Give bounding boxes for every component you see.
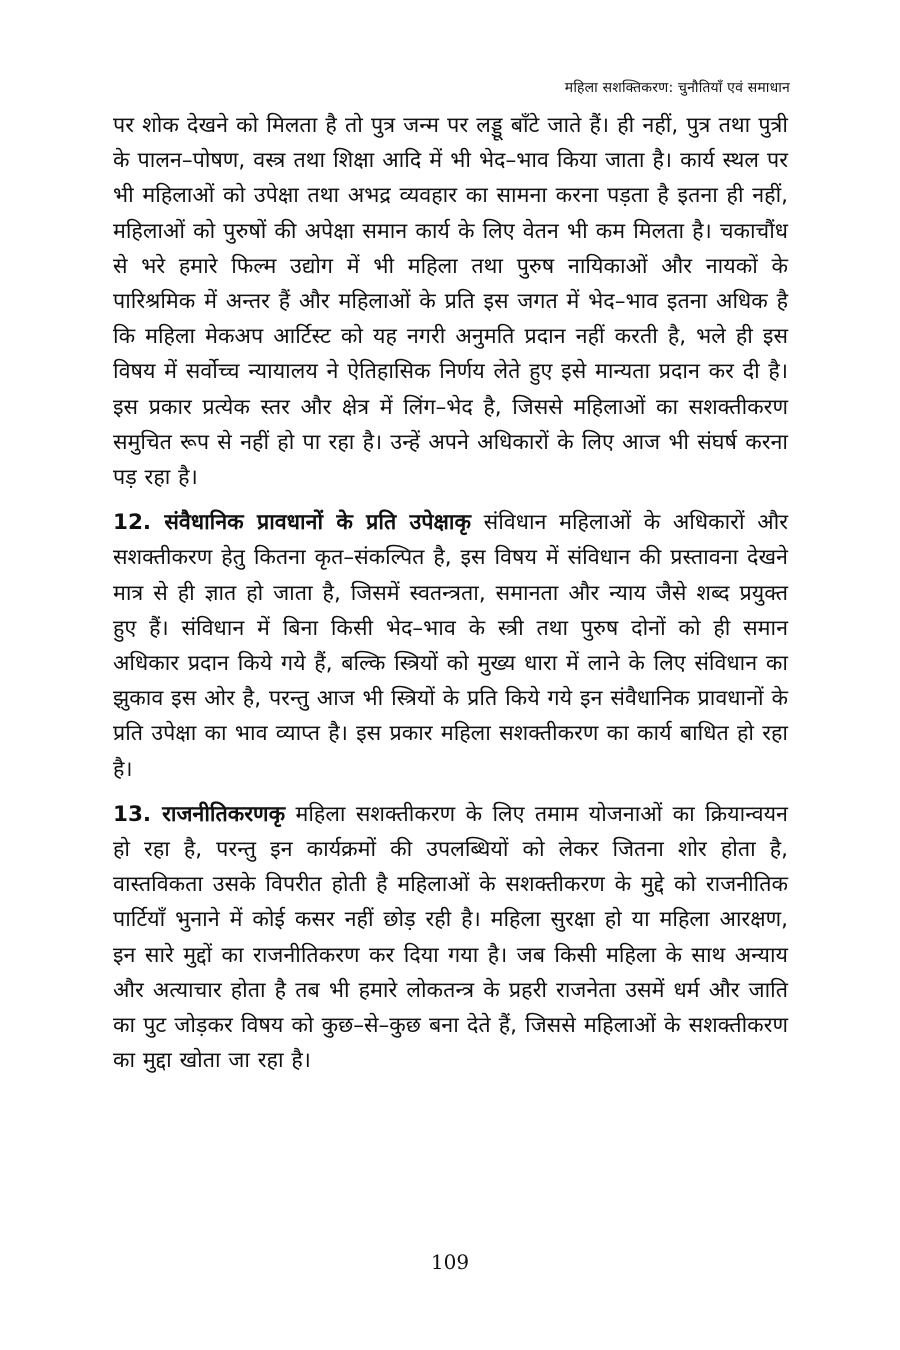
paragraph-text: संविधान महिलाओं के अधिकारों और सशक्तीकरण हेतु कितना कृत–संकल्पित है, इस विषय में संविधान की प्रस्तावना देखने मात्र से ही ज्ञात हो जाता है, जिसमें स्वतन्त्रता, समानता और न्याय जैसे शब्द प्रयुक्त हुए हैं। संविधान में बिना किसी भेद–भाव के स्त्री तथा पुरुष दोनों को ही समान अधिकार प्रदान किये गये हैं, बल्कि स्त्रियों को मुख्य धारा में लाने के लिए संविधान का झुकाव इस ओर है, परन्तु आज भी स्त्रियों के प्रति किये गये इन संवैधानिक प्रावधानों के प्रति उपेक्षा का भाव व्याप्त है। इस प्रकार महिला सशक्तीकरण का कार्य बाधित हो रहा है। xyxy=(113,510,788,782)
paragraph-text: पर शोक देखने को मिलता है तो पुत्र जन्म पर लड्डू बाँटे जाते हैं। ही नहीं, पुत्र तथा पुत्री के पालन–पोषण, वस्त्र तथा शिक्षा आदि में भी भेद–भाव किया जाता है। कार्य स्थल पर भी महिलाओं को उपेक्षा तथा अभद्र व्यवहार का सामना करना पड़ता है इतना ही नहीं, महिलाओं को पुरुषों की अपेक्षा समान कार्य के लिए वेतन भी कम मिलता है। चकाचौंध से भरे हमारे फिल्म उद्योग में भी महिला तथा पुरुष नायिकाओं और नायकों के पारिश्रमिक में अन्तर हैं और महिलाओं के प्रति इस जगत में भेद–भाव इतना अधिक है कि महिला मेकअप आर्टिस्ट को यह नगरी अनुमति प्रदान नहीं करती है, भले ही इस विषय में सर्वोच्च न्यायालय ने ऐतिहासिक निर्णय लेते हुए इसे मान्यता प्रदान कर दी है। इस प्रकार प्रत्येक स्तर और क्षेत्र में लिंग–भेद है, जिससे महिलाओं का सशक्तीकरण समुचित रूप से नहीं हो पा रहा है। उन्हें अपने अधिकारों के लिए आज भी संघर्ष करना पड़ रहा है। xyxy=(113,113,788,491)
paragraph-constitutional-provisions xyxy=(113,505,788,787)
section-heading-13: 13. राजनीतिकरणकृ xyxy=(113,801,286,827)
page-body xyxy=(113,108,788,1078)
paragraph-gender-discrimination xyxy=(113,108,788,495)
paragraph-text: महिला सशक्तीकरण के लिए तमाम योजनाओं का क्रियान्वयन हो रहा है, परन्तु इन कार्यक्रमों की उपलब्धियों को लेकर जितना शोर होता है, वास्तविकता उसके विपरीत होती है महिलाओं के सशक्तीकरण के मुद्दे को राजनीतिक पार्टियाँ भुनाने में कोई कसर नहीं छोड़ रही है। महिला सुरक्षा हो या महिला आरक्षण, इन सारे मुद्दों का राजनीतिकरण कर दिया गया है। जब किसी महिला के साथ अन्याय और अत्याचार होता है तब भी हमारे लोकतन्त्र के प्रहरी राजनेता उसमें धर्म और जाति का पुट जोड़कर विषय को कुछ–से–कुछ बना देते हैं, जिससे महिलाओं के सशक्तीकरण का मुद्दा खोता जा रहा है। xyxy=(113,801,788,1074)
page-number: 109 xyxy=(430,1250,470,1274)
running-header: महिला सशक्तिकरण: चुनौतियाँ एवं समाधान xyxy=(564,80,790,96)
paragraph-politicization xyxy=(113,797,788,1079)
section-heading-12: 12. संवैधानिक प्रावधानों के प्रति उपेक्षाकृ xyxy=(113,510,472,536)
